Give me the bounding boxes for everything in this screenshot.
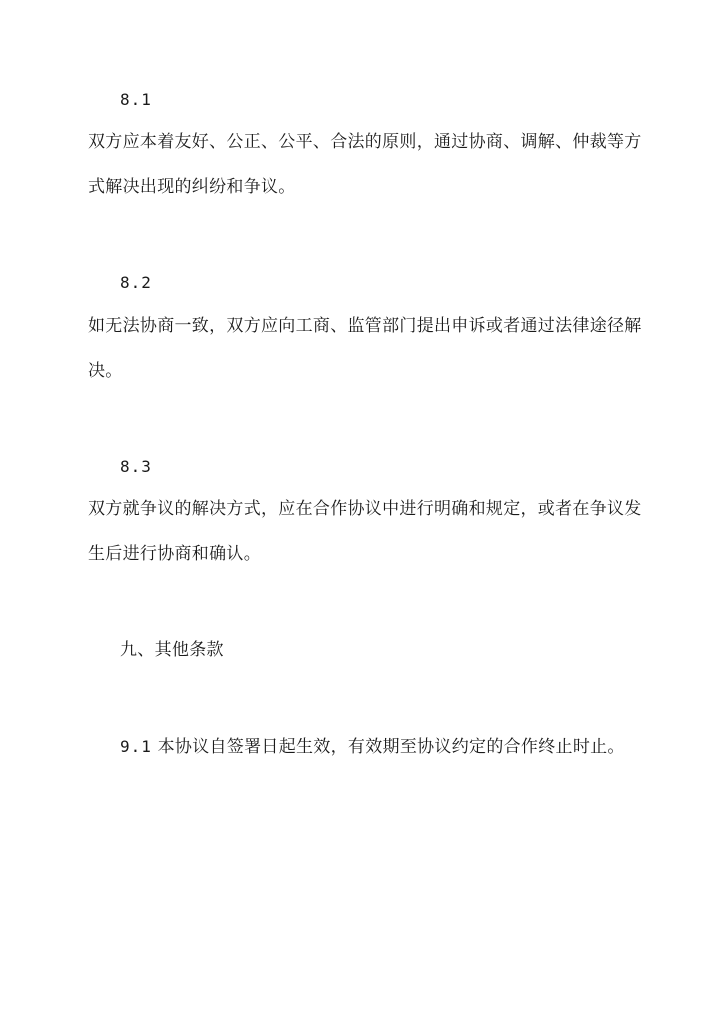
clause-9-1 xyxy=(120,737,625,757)
clause-number-8-2: 8.2 xyxy=(120,273,152,292)
clause-number-9-1: 9.1 xyxy=(120,737,152,756)
clause-8-2-line-1: 如无法协商一致，双方应向工商、监管部门提出申诉或者通过法律途径解 xyxy=(88,316,642,336)
clause-number-8-3: 8.3 xyxy=(120,457,152,476)
clause-number-8-1: 8.1 xyxy=(120,90,152,109)
section-heading-9: 九、其他条款 xyxy=(120,640,224,660)
clause-8-3-line-2: 生后进行协商和确认。 xyxy=(88,544,261,564)
clause-8-1-line-1: 双方应本着友好、公正、公平、合法的原则，通过协商、调解、仲裁等方 xyxy=(88,132,642,152)
clause-8-3-line-1: 双方就争议的解决方式，应在合作协议中进行明确和规定，或者在争议发 xyxy=(88,499,642,519)
clause-8-1-line-2: 式解决出现的纠纷和争议。 xyxy=(88,177,296,197)
clause-8-2-line-2: 决。 xyxy=(88,361,123,381)
clause-9-1-text: 本协议自签署日起生效，有效期至协议约定的合作终止时止。 xyxy=(157,737,625,757)
